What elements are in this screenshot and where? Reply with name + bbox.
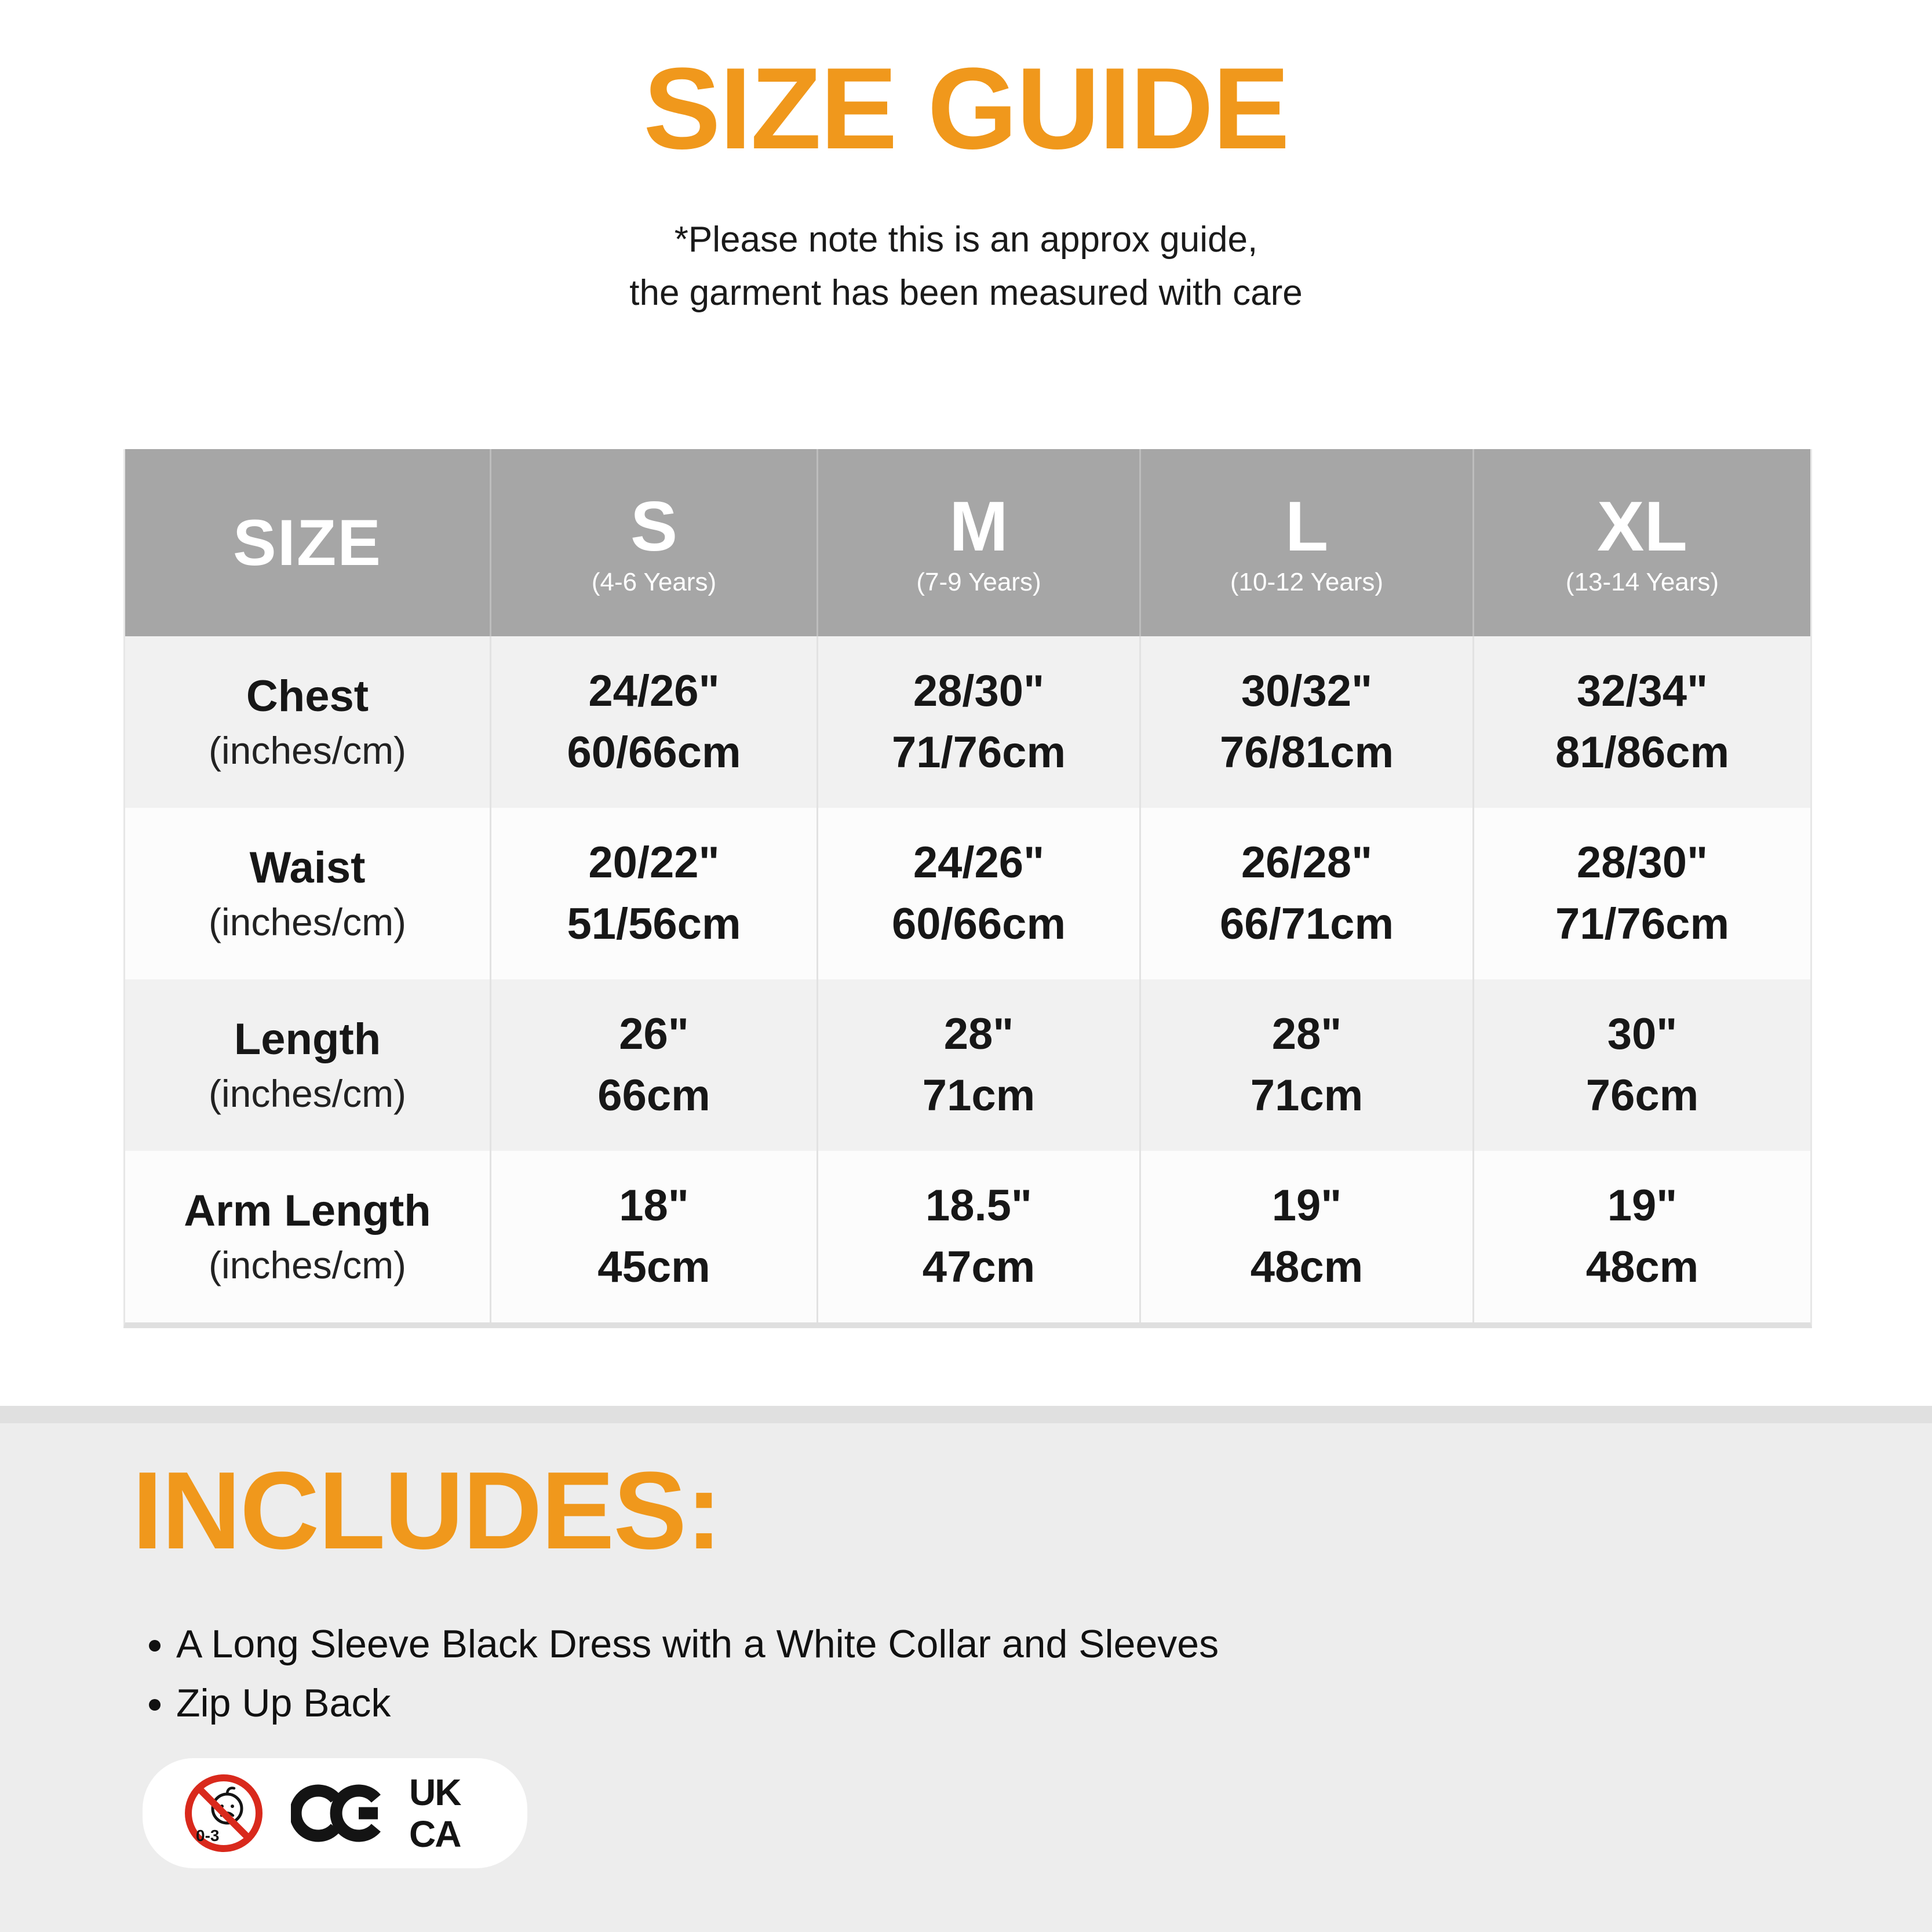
includes-list [139,1614,1219,1733]
value-inches: 30/32" [1241,666,1373,716]
table-cell-chest-xl [1474,636,1810,808]
value-inches: 18" [619,1181,689,1230]
measurement-unit: (inches/cm) [208,901,407,943]
header-label: L [1285,486,1329,566]
value-cm: 45cm [597,1242,710,1292]
header-label: M [949,486,1008,566]
value-cm: 71cm [1250,1071,1364,1120]
certification-badge-pill [143,1758,527,1868]
table-cell-waist-xl [1474,808,1810,979]
age-warning-0-3-icon [183,1773,264,1854]
value-cm: 71/76cm [891,728,1066,777]
header-age-range: (7-9 Years) [916,567,1041,596]
value-inches: 18.5" [925,1181,1032,1230]
header-age-range: (13-14 Years) [1565,567,1719,596]
subtitle-line-1: *Please note this is an approx guide, [674,220,1258,260]
table-cell-length-l [1141,979,1474,1151]
table-header-size [125,449,491,636]
value-cm: 51/56cm [567,899,741,949]
header-age-range: (4-6 Years) [591,567,717,596]
value-inches: 32/34" [1576,666,1708,716]
value-inches: 19" [1271,1181,1342,1230]
value-cm: 76cm [1585,1071,1699,1120]
value-inches: 30" [1607,1009,1678,1059]
age-warning-label: 0-3 [196,1827,220,1844]
value-cm: 76/81cm [1219,728,1394,777]
table-cell-arm-m [818,1151,1141,1322]
row-label-arm-length [125,1151,491,1322]
table-header-s [491,449,818,636]
value-cm: 81/86cm [1555,728,1730,777]
row-label-waist [125,808,491,979]
table-header-l [1141,449,1474,636]
measurement-name: Arm Length [184,1186,431,1235]
value-cm: 66cm [597,1071,710,1120]
value-inches: 28/30" [1576,838,1708,887]
row-label-chest [125,636,491,808]
table-cell-arm-l [1141,1151,1474,1322]
value-inches: 20/22" [588,838,720,887]
measurement-name: Length [234,1015,381,1064]
ukca-line-1: UK [409,1771,461,1813]
page-title: SIZE GUIDE [643,44,1289,173]
value-cm: 60/66cm [567,728,741,777]
value-inches: 19" [1607,1181,1678,1230]
header-age-range: (10-12 Years) [1230,567,1384,596]
measurement-name: Chest [246,672,369,721]
table-cell-waist-m [818,808,1141,979]
subtitle-line-2: the garment has been measured with care [629,272,1303,313]
measurement-unit: (inches/cm) [208,729,407,772]
table-header-m [818,449,1141,636]
size-table [123,449,1812,1328]
value-cm: 66/71cm [1219,899,1394,949]
value-cm: 71cm [922,1071,1036,1120]
value-inches: 24/26" [588,666,720,716]
measurement-unit: (inches/cm) [208,1072,407,1115]
value-cm: 48cm [1585,1242,1699,1292]
table-cell-length-m [818,979,1141,1151]
table-cell-arm-xl [1474,1151,1810,1322]
table-cell-arm-s [491,1151,818,1322]
value-cm: 48cm [1250,1242,1364,1292]
table-cell-waist-s [491,808,818,979]
value-inches: 28" [1271,1009,1342,1059]
value-inches: 26" [619,1009,689,1059]
includes-item: • A Long Sleeve Black Dress with a White Collar and Sleeves [176,1614,1219,1674]
ukca-mark-icon [409,1771,480,1855]
measurement-unit: (inches/cm) [208,1244,407,1286]
value-inches: 28" [943,1009,1014,1059]
value-inches: 24/26" [913,838,1045,887]
table-cell-chest-s [491,636,818,808]
header-label: SIZE [233,506,382,579]
value-cm: 60/66cm [891,899,1066,949]
table-header-xl [1474,449,1810,636]
table-cell-chest-m [818,636,1141,808]
includes-heading: INCLUDES: [132,1449,721,1572]
header-label: XL [1597,486,1687,566]
table-cell-length-xl [1474,979,1810,1151]
row-label-length [125,979,491,1151]
table-cell-length-s [491,979,818,1151]
table-cell-chest-l [1141,636,1474,808]
header-label: S [630,486,678,566]
page-subtitle [0,213,1932,320]
measurement-name: Waist [249,843,366,892]
value-inches: 28/30" [913,666,1045,716]
value-inches: 26/28" [1241,838,1373,887]
ce-mark-icon [291,1781,382,1845]
ukca-line-2: CA [409,1813,461,1855]
includes-item: • Zip Up Back [176,1674,1219,1733]
value-cm: 47cm [922,1242,1036,1292]
value-cm: 71/76cm [1555,899,1730,949]
table-cell-waist-l [1141,808,1474,979]
